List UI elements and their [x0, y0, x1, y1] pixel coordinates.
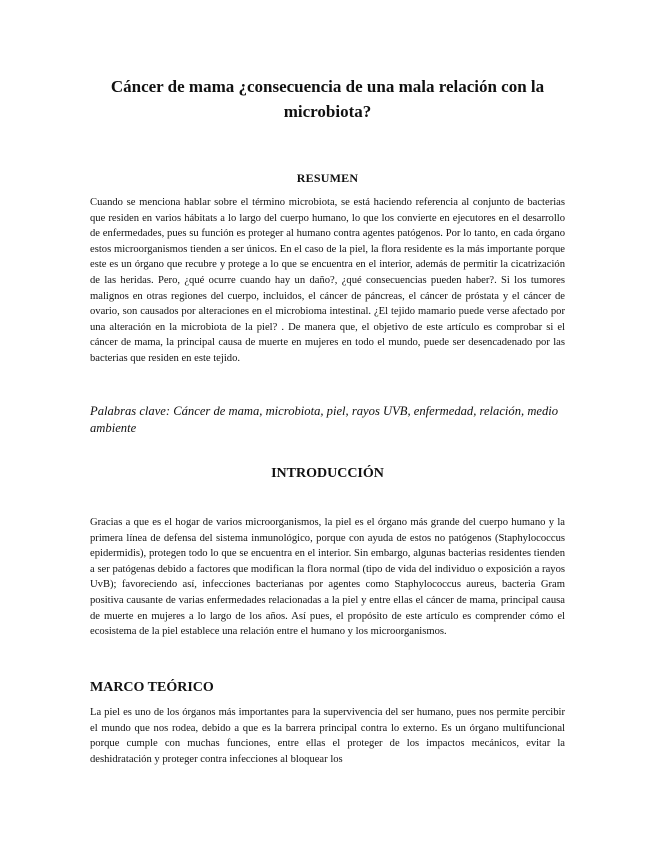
introduction-heading: INTRODUCCIÓN — [271, 466, 384, 481]
abstract-paragraph: Cuando se menciona hablar sobre el término microbiota, se está haciendo referencia al conjunto de bacterias que residen en varios hábitats a lo largo del cuerpo humano, lo que los convierte en ejecutores en el desarrollo de enfermedades, pues su función es proteger al humano contra agentes patógenos. Por lo tanto, en cada órgano estos microorganismos tienden a ser únicos. En el caso de la piel, la flora residente es la más importante porque este es un órgano que recubre y protege a lo que se encuentra en el interior, además de permitir la cicatrización de las heridas. Pero, ¿qué ocurre cuando hay un daño?, ¿qué consecuencias pueden haber?. Si los tumores malignos en otras regiones del cuerpo, incluidos, el cáncer de páncreas, el cáncer de próstata y el cáncer de ovario, son causados por alteraciones en el microbioma intestinal. ¿El tejido mamario puede verse afectado por una alteración en la microbiota de la piel? . De manera que, el objetivo de este artículo es comprobar si el cáncer de mama, la principal causa de muerte en mujeres en todo el mundo, puede ser desencadenado por las bacterias que residen en este tejido. — [90, 197, 565, 364]
keywords: Palabras clave: Cáncer de mama, microbiota, piel, rayos UVB, enfermedad, relación, medio ambiente — [90, 404, 559, 435]
theoretical-framework-paragraph: La piel es uno de los órganos más importantes para la supervivencia del ser humano, pues nos permite percibir el mundo que nos rodea, debido a que es la barrera principal contra lo externo. Es un órgano multifuncional porque cumple con muchas funciones, entre ellas el proteger de los impactos mecánicos, evitar la deshidratación y proteger contra infecciones al bloquear los — [90, 707, 565, 765]
abstract-heading: RESUMEN — [296, 171, 359, 185]
theoretical-framework-heading: MARCO TEÓRICO — [90, 680, 214, 695]
introduction-paragraph: Gracias a que es el hogar de varios microorganismos, la piel es el órgano más grande del cuerpo humano y la primera línea de defensa del sistema inmunológico, porque con ayuda de estos no patógenos (Staphylococcus epidermidis), protegen todo lo que se encuentra en el interior. Sin embargo, algunas bacterias residentes tienden a ser patógenas debido a factores que modifican la flora normal (tipo de vida del individuo o exposición a rayos UvB); favoreciendo así, infecciones bacterianas por agentes como Staphylococcus aureus, bacteria Gram positiva causante de varias enfermedades relacionadas a la piel y entre ellas el cáncer de mama, principal causa de muerte en mujeres a lo largo de los años. Así pues, el propósito de este artículo es comprender cómo el ecosistema de la piel establece una relación entre el humano y los microorganismos. — [90, 517, 565, 638]
article-title: Cáncer de mama ¿consecuencia de una mala relación con la microbiota? — [110, 77, 545, 121]
